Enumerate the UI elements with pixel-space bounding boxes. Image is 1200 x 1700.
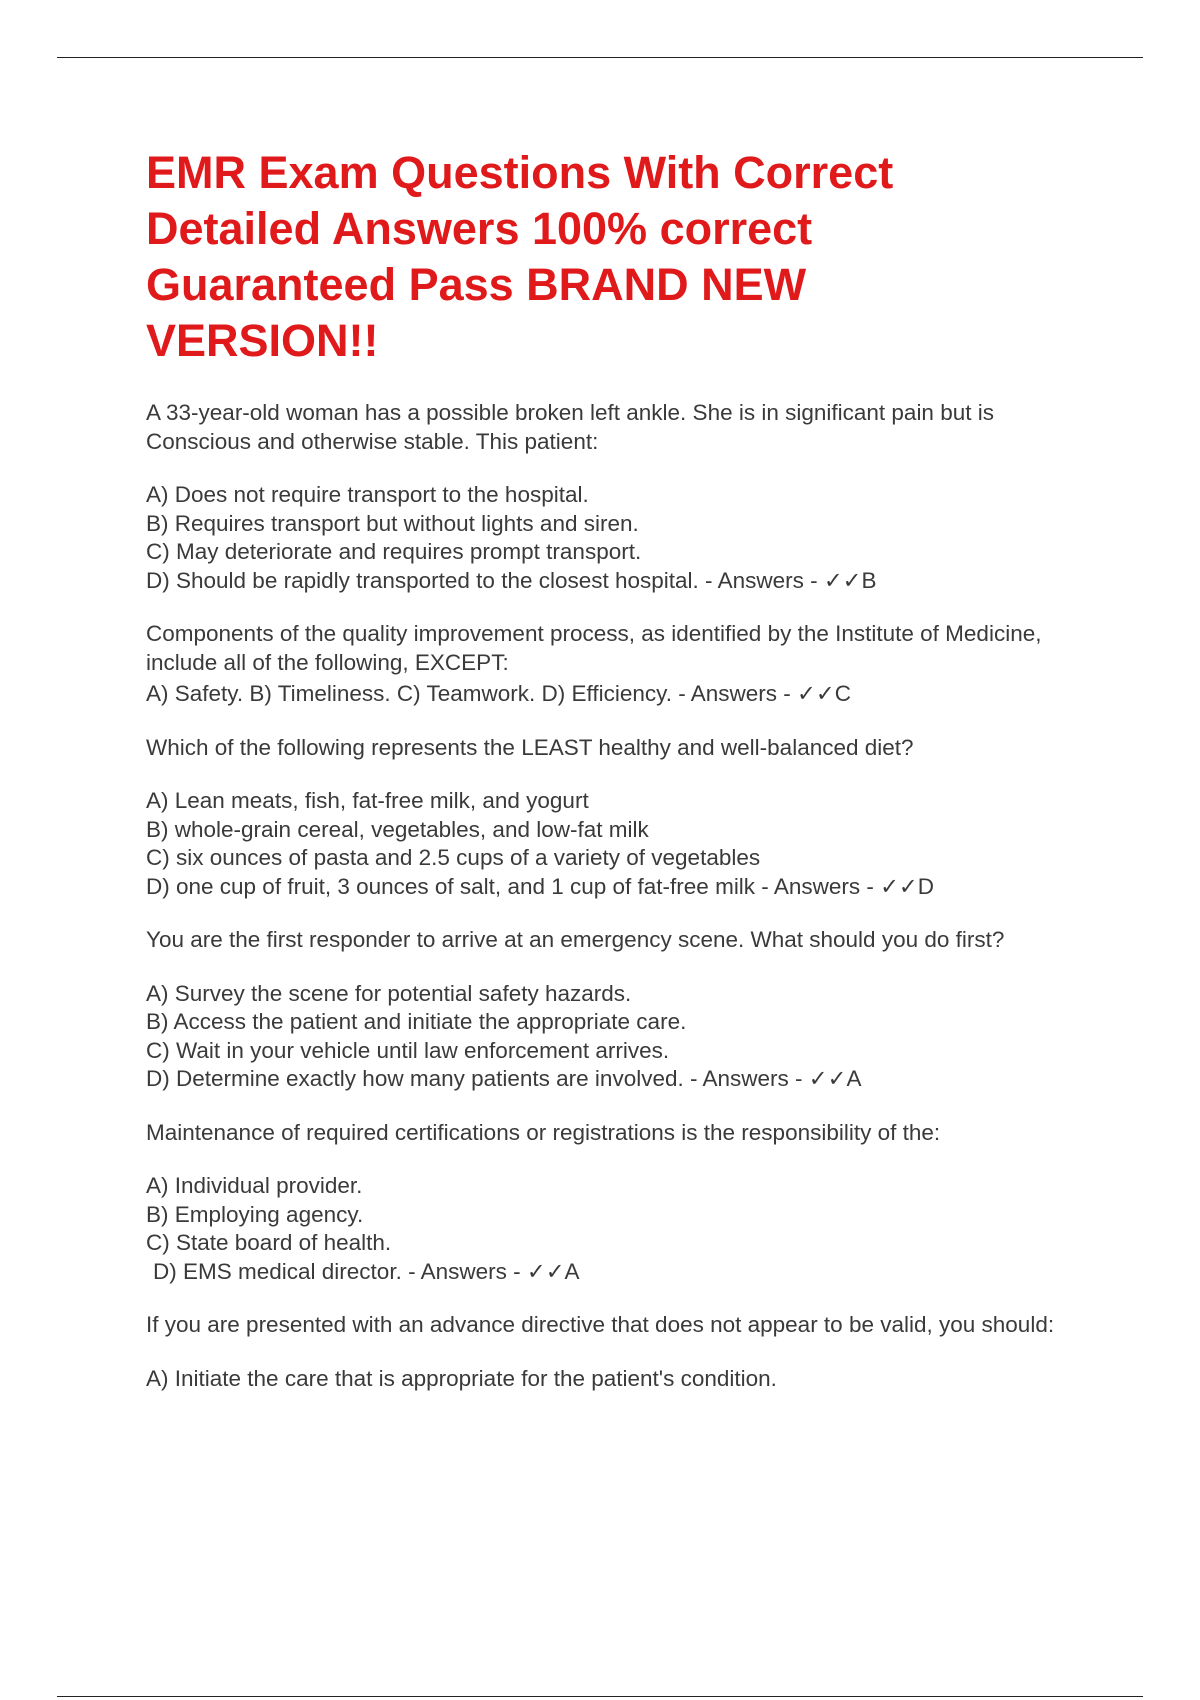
question-5-options bbox=[146, 1172, 1086, 1286]
question-4-option-b: B) Access the patient and initiate the appropriate care. bbox=[146, 1009, 687, 1034]
page-top-rule bbox=[57, 57, 1143, 58]
question-5-stem: Maintenance of required certifications or registrations is the responsibility of the: bbox=[146, 1119, 941, 1145]
question-5-option-a: A) Individual provider. bbox=[146, 1173, 363, 1198]
question-3-option-a: A) Lean meats, fish, fat-free milk, and yogurt bbox=[146, 788, 589, 813]
question-4-option-d-answer: D) Determine exactly how many patients are involved. - Answers - ✓✓A bbox=[146, 1066, 862, 1091]
question-4-options bbox=[146, 980, 1086, 1094]
question-2-options bbox=[146, 680, 1086, 709]
question-2-options-answer: A) Safety. B) Timeliness. C) Teamwork. D) Efficiency. - Answers - ✓✓C bbox=[146, 681, 851, 706]
question-1-option-d-answer: D) Should be rapidly transported to the closest hospital. - Answers - ✓✓B bbox=[146, 567, 877, 593]
question-3-option-b: B) whole-grain cereal, vegetables, and low-fat milk bbox=[146, 816, 649, 842]
question-3-options bbox=[146, 787, 1086, 901]
question-2-stem: Components of the quality improvement process, as identified by the Institute of Medicine, include all of the following, EXCEPT: bbox=[146, 621, 1042, 675]
question-5-option-b: B) Employing agency. bbox=[146, 1201, 364, 1227]
question-1-option-a: A) Does not require transport to the hospital. bbox=[146, 482, 589, 507]
question-6-stem: If you are presented with an advance directive that does not appear to be valid, you should: bbox=[146, 1312, 1055, 1337]
question-1-option-c: C) May deteriorate and requires prompt transport. bbox=[146, 539, 642, 564]
question-3-option-d-answer: D) one cup of fruit, 3 ounces of salt, and 1 cup of fat-free milk - Answers - ✓✓D bbox=[146, 873, 935, 899]
question-1-options bbox=[146, 481, 1086, 595]
question-1-stem: A 33-year-old woman has a possible broken left ankle. She is in significant pain but is Conscious and otherwise stable. This patient: bbox=[146, 400, 994, 454]
document-title: EMR Exam Questions With Correct Detailed Answers 100% correct Guaranteed Pass BRAND NEW VERSION!! bbox=[146, 147, 894, 366]
question-4-option-c: C) Wait in your vehicle until law enforcement arrives. bbox=[146, 1037, 670, 1063]
question-5-option-d-answer: D) EMS medical director. - Answers - ✓✓A bbox=[153, 1258, 580, 1284]
question-1-option-b: B) Requires transport but without lights and siren. bbox=[146, 510, 639, 536]
document-body bbox=[146, 145, 1086, 1393]
question-4-stem: You are the first responder to arrive at an emergency scene. What should you do first? bbox=[146, 927, 1005, 952]
question-3-option-c: C) six ounces of pasta and 2.5 cups of a variety of vegetables bbox=[146, 845, 761, 870]
question-6-option-a: A) Initiate the care that is appropriate for the patient's condition. bbox=[146, 1365, 777, 1391]
question-4-option-a: A) Survey the scene for potential safety hazards. bbox=[146, 980, 632, 1006]
question-3-stem: Which of the following represents the LEAST healthy and well-balanced diet? bbox=[146, 734, 914, 760]
page-bottom-rule bbox=[57, 1696, 1143, 1697]
question-5-option-c: C) State board of health. bbox=[146, 1230, 392, 1255]
question-6-options bbox=[146, 1365, 1086, 1394]
